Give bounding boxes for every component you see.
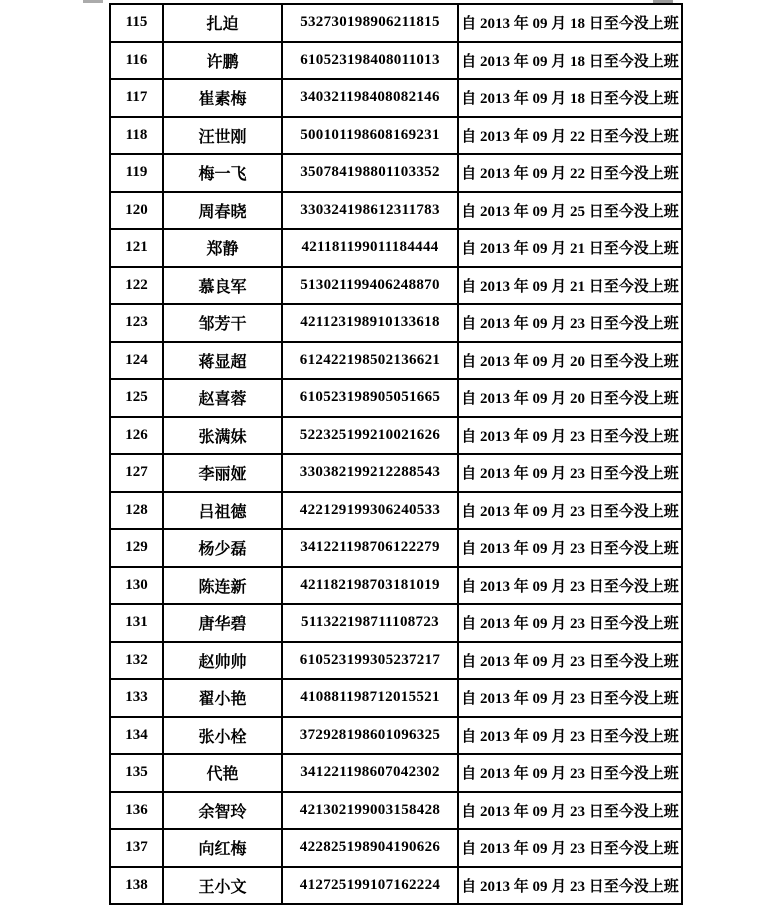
id-number-cell: 513021199406248870 [282, 267, 458, 305]
table-row [110, 867, 682, 905]
table-row [110, 492, 682, 530]
table-row [110, 117, 682, 155]
row-number-cell: 135 [110, 754, 163, 792]
status-cell: 自 2013 年 09 月 23 日至今没上班 [458, 754, 682, 792]
name-cell: 赵喜蓉 [163, 379, 282, 417]
status-cell: 自 2013 年 09 月 23 日至今没上班 [458, 417, 682, 455]
id-number-cell: 341221198706122279 [282, 529, 458, 567]
status-cell: 自 2013 年 09 月 21 日至今没上班 [458, 267, 682, 305]
row-number-cell: 127 [110, 454, 163, 492]
row-number-cell: 133 [110, 679, 163, 717]
id-number-cell: 522325199210021626 [282, 417, 458, 455]
id-number-cell: 612422198502136621 [282, 342, 458, 380]
status-cell: 自 2013 年 09 月 23 日至今没上班 [458, 717, 682, 755]
row-number-cell: 131 [110, 604, 163, 642]
name-cell: 陈连新 [163, 567, 282, 605]
name-cell: 杨少磊 [163, 529, 282, 567]
table-row [110, 679, 682, 717]
id-number-cell: 511322198711108723 [282, 604, 458, 642]
name-cell: 王小文 [163, 867, 282, 905]
name-cell: 唐华碧 [163, 604, 282, 642]
status-cell: 自 2013 年 09 月 23 日至今没上班 [458, 492, 682, 530]
name-cell: 崔素梅 [163, 79, 282, 117]
id-number-cell: 610523198408011013 [282, 42, 458, 80]
row-number-cell: 124 [110, 342, 163, 380]
table-row [110, 717, 682, 755]
id-number-cell: 410881198712015521 [282, 679, 458, 717]
id-number-cell: 532730198906211815 [282, 4, 458, 42]
row-number-cell: 132 [110, 642, 163, 680]
id-number-cell: 421182198703181019 [282, 567, 458, 605]
status-cell: 自 2013 年 09 月 23 日至今没上班 [458, 679, 682, 717]
row-number-cell: 123 [110, 304, 163, 342]
name-cell: 赵帅帅 [163, 642, 282, 680]
name-cell: 慕良军 [163, 267, 282, 305]
status-cell: 自 2013 年 09 月 22 日至今没上班 [458, 154, 682, 192]
status-cell: 自 2013 年 09 月 21 日至今没上班 [458, 229, 682, 267]
row-number-cell: 121 [110, 229, 163, 267]
attendance-table [109, 3, 683, 905]
status-cell: 自 2013 年 09 月 23 日至今没上班 [458, 567, 682, 605]
id-number-cell: 412725199107162224 [282, 867, 458, 905]
row-number-cell: 128 [110, 492, 163, 530]
row-number-cell: 125 [110, 379, 163, 417]
table-row [110, 829, 682, 867]
name-cell: 梅一飞 [163, 154, 282, 192]
table-row [110, 417, 682, 455]
name-cell: 扎迫 [163, 4, 282, 42]
id-number-cell: 330382199212288543 [282, 454, 458, 492]
name-cell: 翟小艳 [163, 679, 282, 717]
status-cell: 自 2013 年 09 月 20 日至今没上班 [458, 379, 682, 417]
table-row [110, 342, 682, 380]
row-number-cell: 136 [110, 792, 163, 830]
status-cell: 自 2013 年 09 月 20 日至今没上班 [458, 342, 682, 380]
id-number-cell: 421123198910133618 [282, 304, 458, 342]
status-cell: 自 2013 年 09 月 25 日至今没上班 [458, 192, 682, 230]
name-cell: 汪世刚 [163, 117, 282, 155]
id-number-cell: 610523198905051665 [282, 379, 458, 417]
status-cell: 自 2013 年 09 月 18 日至今没上班 [458, 79, 682, 117]
name-cell: 邹芳干 [163, 304, 282, 342]
row-number-cell: 126 [110, 417, 163, 455]
row-number-cell: 116 [110, 42, 163, 80]
name-cell: 许鹏 [163, 42, 282, 80]
name-cell: 李丽娅 [163, 454, 282, 492]
row-number-cell: 117 [110, 79, 163, 117]
id-number-cell: 330324198612311783 [282, 192, 458, 230]
status-cell: 自 2013 年 09 月 23 日至今没上班 [458, 604, 682, 642]
screen-artifact-top-left [83, 0, 103, 3]
table-row [110, 4, 682, 42]
status-cell: 自 2013 年 09 月 23 日至今没上班 [458, 529, 682, 567]
table-row [110, 792, 682, 830]
row-number-cell: 118 [110, 117, 163, 155]
name-cell: 郑静 [163, 229, 282, 267]
id-number-cell: 422129199306240533 [282, 492, 458, 530]
row-number-cell: 129 [110, 529, 163, 567]
table-row [110, 604, 682, 642]
id-number-cell: 421302199003158428 [282, 792, 458, 830]
table-row [110, 567, 682, 605]
row-number-cell: 122 [110, 267, 163, 305]
table-row [110, 154, 682, 192]
table-row [110, 379, 682, 417]
status-cell: 自 2013 年 09 月 22 日至今没上班 [458, 117, 682, 155]
table-row [110, 642, 682, 680]
row-number-cell: 115 [110, 4, 163, 42]
status-cell: 自 2013 年 09 月 23 日至今没上班 [458, 304, 682, 342]
id-number-cell: 350784198801103352 [282, 154, 458, 192]
name-cell: 代艳 [163, 754, 282, 792]
status-cell: 自 2013 年 09 月 23 日至今没上班 [458, 867, 682, 905]
name-cell: 蒋显超 [163, 342, 282, 380]
row-number-cell: 130 [110, 567, 163, 605]
id-number-cell: 372928198601096325 [282, 717, 458, 755]
row-number-cell: 134 [110, 717, 163, 755]
id-number-cell: 340321198408082146 [282, 79, 458, 117]
status-cell: 自 2013 年 09 月 18 日至今没上班 [458, 42, 682, 80]
name-cell: 张小栓 [163, 717, 282, 755]
row-number-cell: 137 [110, 829, 163, 867]
table-row [110, 192, 682, 230]
table-row [110, 529, 682, 567]
id-number-cell: 421181199011184444 [282, 229, 458, 267]
row-number-cell: 119 [110, 154, 163, 192]
table-row [110, 754, 682, 792]
table-row [110, 454, 682, 492]
status-cell: 自 2013 年 09 月 23 日至今没上班 [458, 792, 682, 830]
name-cell: 周春晓 [163, 192, 282, 230]
name-cell: 余智玲 [163, 792, 282, 830]
row-number-cell: 138 [110, 867, 163, 905]
id-number-cell: 500101198608169231 [282, 117, 458, 155]
attendance-table-body [110, 4, 682, 904]
status-cell: 自 2013 年 09 月 18 日至今没上班 [458, 4, 682, 42]
table-row [110, 304, 682, 342]
row-number-cell: 120 [110, 192, 163, 230]
name-cell: 吕祖德 [163, 492, 282, 530]
id-number-cell: 341221198607042302 [282, 754, 458, 792]
table-row [110, 229, 682, 267]
table-row [110, 79, 682, 117]
status-cell: 自 2013 年 09 月 23 日至今没上班 [458, 642, 682, 680]
name-cell: 张满妹 [163, 417, 282, 455]
id-number-cell: 610523199305237217 [282, 642, 458, 680]
status-cell: 自 2013 年 09 月 23 日至今没上班 [458, 454, 682, 492]
name-cell: 向红梅 [163, 829, 282, 867]
id-number-cell: 422825198904190626 [282, 829, 458, 867]
table-row [110, 267, 682, 305]
status-cell: 自 2013 年 09 月 23 日至今没上班 [458, 829, 682, 867]
table-row [110, 42, 682, 80]
